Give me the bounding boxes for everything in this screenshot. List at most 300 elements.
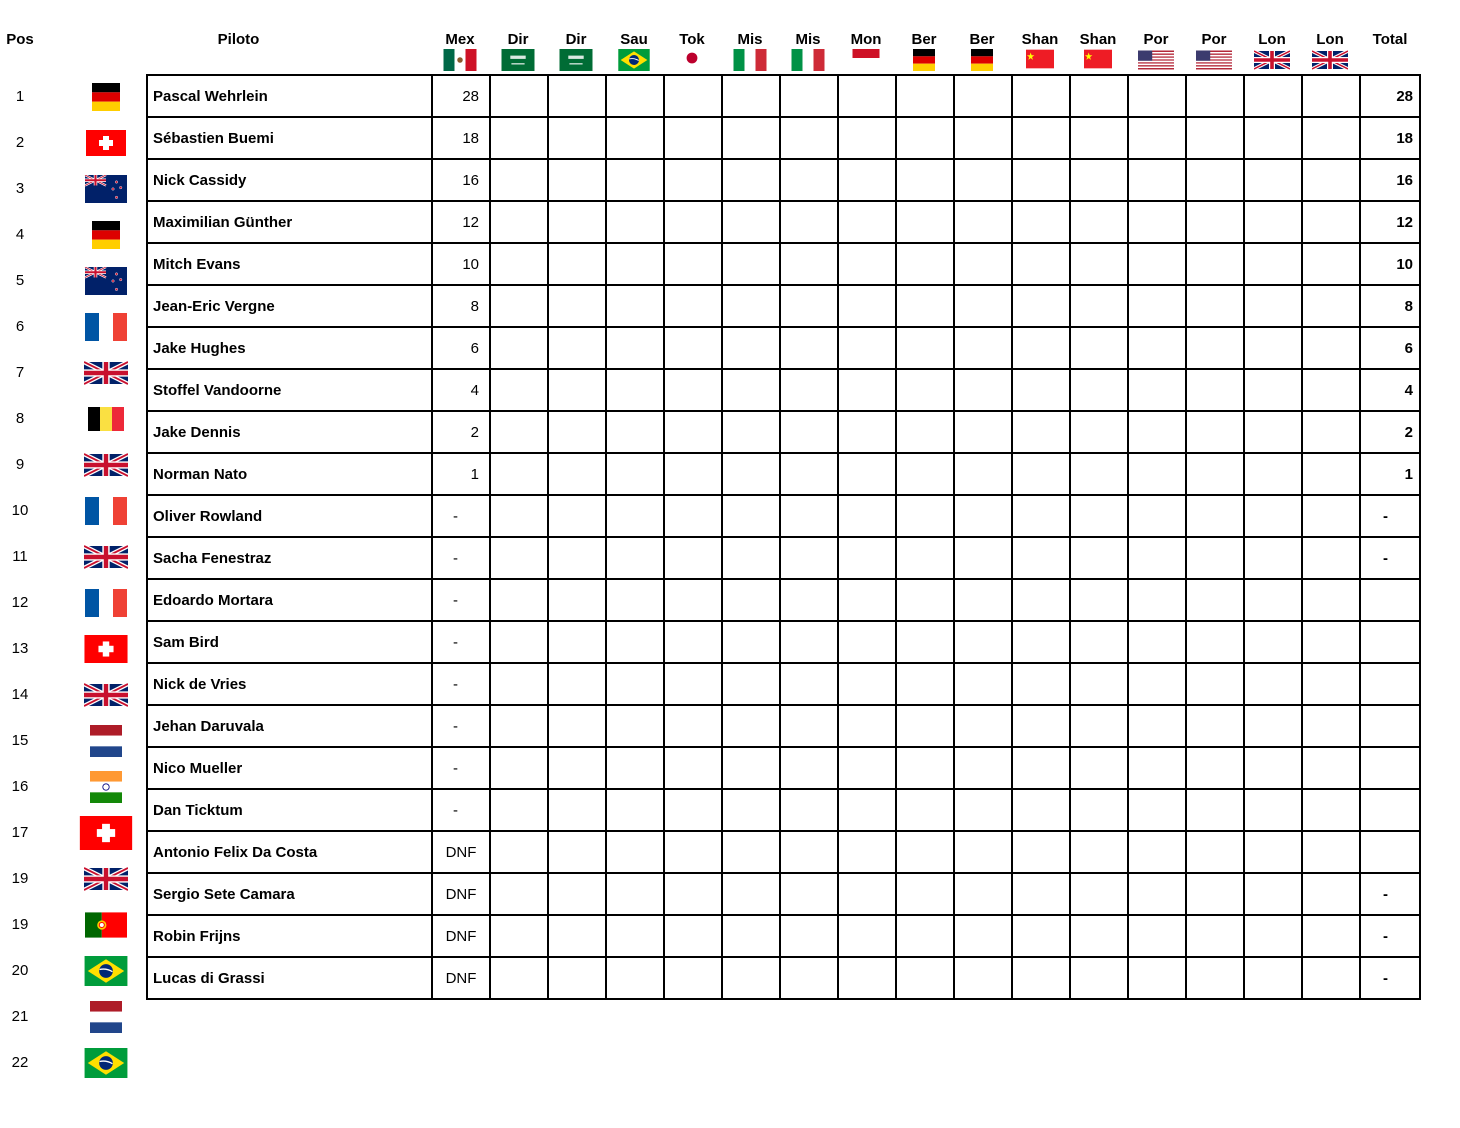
race-points-cell: [722, 663, 780, 705]
race-points-cell: [722, 621, 780, 663]
race-points-cell: [1186, 873, 1244, 915]
total-points: 4: [1360, 369, 1420, 411]
race-points-cell: [1070, 495, 1128, 537]
race-points-cell: [896, 789, 954, 831]
race-points-cell: [954, 411, 1012, 453]
uk-flag-icon: [1312, 49, 1348, 71]
total-points: -: [1360, 873, 1420, 915]
race-points-cell: [954, 243, 1012, 285]
table-row: [147, 621, 1420, 663]
race-points-cell: [664, 75, 722, 117]
race-points-cell: [548, 705, 606, 747]
race-points-cell: [548, 957, 606, 999]
race-points-cell: [1128, 495, 1186, 537]
race-points-cell: [606, 453, 664, 495]
switzerland-flag-icon: [84, 635, 128, 663]
race-points-cell: [1302, 831, 1360, 873]
position-number: 21: [11, 1008, 29, 1025]
race-points-cell: [1070, 579, 1128, 621]
race-points-cell: [896, 579, 954, 621]
race-points-cell: [1128, 117, 1186, 159]
race-points-cell: [838, 117, 896, 159]
race-points-cell: [1012, 747, 1070, 789]
position-number: 3: [15, 180, 25, 197]
race-points-cell: [780, 873, 838, 915]
race-points-cell: [1244, 537, 1302, 579]
race-points-cell: [1012, 579, 1070, 621]
race-points-cell: [1186, 369, 1244, 411]
new-zealand-flag-icon: [84, 175, 128, 203]
saudi-arabia-flag-icon: [500, 49, 536, 71]
mex-points: -: [432, 495, 490, 537]
race-points-cell: [606, 75, 664, 117]
race-points-cell: [1302, 705, 1360, 747]
position-number: 1: [15, 88, 25, 105]
race-points-cell: [548, 117, 606, 159]
mex-points: DNF: [432, 831, 490, 873]
driver-name: Maximilian Günther: [147, 201, 432, 243]
race-points-cell: [954, 537, 1012, 579]
race-points-cell: [1302, 411, 1360, 453]
belgium-flag-icon: [88, 404, 124, 434]
race-points-cell: [954, 915, 1012, 957]
race-points-cell: [606, 243, 664, 285]
table-row: [147, 453, 1420, 495]
race-points-cell: [1186, 327, 1244, 369]
table-row: [147, 915, 1420, 957]
race-points-cell: [1128, 159, 1186, 201]
race-points-cell: [1186, 411, 1244, 453]
race-points-cell: [1244, 957, 1302, 999]
mex-points: 2: [432, 411, 490, 453]
race-points-cell: [490, 369, 548, 411]
position-number: 4: [15, 226, 25, 243]
race-points-cell: [1070, 117, 1128, 159]
race-header-3: Sau: [620, 31, 648, 48]
total-points: [1360, 663, 1420, 705]
race-points-cell: [1186, 957, 1244, 999]
race-points-cell: [548, 537, 606, 579]
race-points-cell: [780, 285, 838, 327]
race-points-cell: [606, 369, 664, 411]
race-header-4: Tok: [679, 31, 705, 48]
race-points-cell: [1186, 747, 1244, 789]
race-points-cell: [1012, 495, 1070, 537]
race-points-cell: [838, 243, 896, 285]
switzerland-flag-icon: [84, 130, 128, 156]
race-points-cell: [896, 327, 954, 369]
race-points-cell: [722, 159, 780, 201]
race-points-cell: [780, 789, 838, 831]
driver-name: Mitch Evans: [147, 243, 432, 285]
race-points-cell: [780, 117, 838, 159]
race-points-cell: [1128, 663, 1186, 705]
total-points: 1: [1360, 453, 1420, 495]
race-points-cell: [780, 579, 838, 621]
race-points-cell: [1070, 369, 1128, 411]
race-points-cell: [606, 495, 664, 537]
race-points-cell: [1302, 579, 1360, 621]
race-header-7: Mon: [850, 31, 882, 48]
race-points-cell: [664, 285, 722, 327]
race-points-cell: [606, 873, 664, 915]
race-points-cell: [780, 747, 838, 789]
race-points-cell: [490, 621, 548, 663]
race-points-cell: [954, 159, 1012, 201]
race-header-12: Por: [1143, 31, 1169, 48]
race-points-cell: [1128, 411, 1186, 453]
race-points-cell: [1070, 411, 1128, 453]
race-points-cell: [780, 327, 838, 369]
usa-flag-icon: [1196, 49, 1232, 71]
mex-points: 12: [432, 201, 490, 243]
race-points-cell: [1012, 75, 1070, 117]
race-points-cell: [490, 831, 548, 873]
race-header-6: Mis: [795, 31, 821, 48]
table-row: [147, 873, 1420, 915]
race-points-cell: [490, 159, 548, 201]
race-points-cell: [954, 621, 1012, 663]
race-points-cell: [1302, 789, 1360, 831]
position-number: 9: [15, 456, 25, 473]
race-points-cell: [838, 789, 896, 831]
driver-name: Sébastien Buemi: [147, 117, 432, 159]
race-points-cell: [548, 915, 606, 957]
position-number: 20: [11, 962, 29, 979]
race-points-cell: [954, 117, 1012, 159]
race-points-cell: [896, 411, 954, 453]
driver-name: Jehan Daruvala: [147, 705, 432, 747]
race-points-cell: [1128, 873, 1186, 915]
mex-points: DNF: [432, 957, 490, 999]
race-points-cell: [780, 621, 838, 663]
table-row: [147, 369, 1420, 411]
standings-table: [146, 74, 1421, 1000]
race-points-cell: [838, 327, 896, 369]
race-points-cell: [1070, 831, 1128, 873]
race-points-cell: [1244, 789, 1302, 831]
italy-flag-icon: [732, 49, 768, 71]
driver-name: Jake Hughes: [147, 327, 432, 369]
header-total: Total: [1372, 31, 1408, 48]
race-points-cell: [664, 537, 722, 579]
race-points-cell: [780, 957, 838, 999]
race-points-cell: [490, 747, 548, 789]
race-points-cell: [1128, 201, 1186, 243]
race-points-cell: [1012, 789, 1070, 831]
race-points-cell: [1070, 75, 1128, 117]
driver-name: Lucas di Grassi: [147, 957, 432, 999]
mex-points: -: [432, 789, 490, 831]
table-row: [147, 285, 1420, 327]
mex-points: -: [432, 579, 490, 621]
germany-flag-icon: [964, 49, 1000, 71]
race-points-cell: [1186, 537, 1244, 579]
total-points: 16: [1360, 159, 1420, 201]
race-points-cell: [1244, 159, 1302, 201]
race-points-cell: [548, 285, 606, 327]
race-points-cell: [664, 747, 722, 789]
race-points-cell: [896, 159, 954, 201]
race-points-cell: [1128, 327, 1186, 369]
monaco-flag-icon: [852, 49, 880, 67]
race-points-cell: [1186, 75, 1244, 117]
table-row: [147, 411, 1420, 453]
race-header-13: Por: [1201, 31, 1227, 48]
position-number: 19: [11, 916, 29, 933]
race-points-cell: [606, 705, 664, 747]
race-points-cell: [664, 621, 722, 663]
race-points-cell: [1070, 747, 1128, 789]
race-points-cell: [606, 411, 664, 453]
race-points-cell: [896, 831, 954, 873]
total-points: [1360, 621, 1420, 663]
race-points-cell: [722, 915, 780, 957]
race-points-cell: [1070, 957, 1128, 999]
race-points-cell: [1128, 579, 1186, 621]
race-points-cell: [1302, 75, 1360, 117]
race-points-cell: [1070, 915, 1128, 957]
race-points-cell: [1070, 201, 1128, 243]
race-points-cell: [548, 663, 606, 705]
race-points-cell: [780, 831, 838, 873]
table-row: [147, 579, 1420, 621]
race-points-cell: [954, 579, 1012, 621]
race-points-cell: [1244, 873, 1302, 915]
race-points-cell: [1186, 705, 1244, 747]
netherlands-flag-icon: [82, 1001, 130, 1033]
race-points-cell: [1302, 747, 1360, 789]
race-points-cell: [1302, 285, 1360, 327]
race-points-cell: [1186, 579, 1244, 621]
position-number: 16: [11, 778, 29, 795]
race-points-cell: [1070, 705, 1128, 747]
race-header-15: Lon: [1316, 31, 1344, 48]
race-points-cell: [548, 789, 606, 831]
race-points-cell: [606, 957, 664, 999]
race-points-cell: [1012, 663, 1070, 705]
race-points-cell: [606, 159, 664, 201]
race-points-cell: [664, 159, 722, 201]
race-points-cell: [664, 369, 722, 411]
race-points-cell: [1012, 243, 1070, 285]
race-points-cell: [954, 495, 1012, 537]
race-points-cell: [780, 159, 838, 201]
race-points-cell: [490, 327, 548, 369]
race-points-cell: [1186, 243, 1244, 285]
race-points-cell: [896, 75, 954, 117]
race-points-cell: [1128, 285, 1186, 327]
race-points-cell: [1012, 117, 1070, 159]
race-points-cell: [1302, 621, 1360, 663]
race-points-cell: [896, 873, 954, 915]
race-points-cell: [780, 453, 838, 495]
race-points-cell: [954, 957, 1012, 999]
total-points: [1360, 705, 1420, 747]
race-points-cell: [1012, 369, 1070, 411]
driver-name: Oliver Rowland: [147, 495, 432, 537]
race-points-cell: [1186, 621, 1244, 663]
race-points-cell: [722, 537, 780, 579]
mex-points: -: [432, 621, 490, 663]
race-points-cell: [1302, 495, 1360, 537]
race-points-cell: [954, 831, 1012, 873]
total-points: 10: [1360, 243, 1420, 285]
table-row: [147, 705, 1420, 747]
table-row: [147, 159, 1420, 201]
race-points-cell: [548, 411, 606, 453]
race-points-cell: [548, 873, 606, 915]
race-points-cell: [1012, 159, 1070, 201]
saudi-arabia-flag-icon: [558, 49, 594, 71]
race-points-cell: [1302, 327, 1360, 369]
race-points-cell: [1012, 327, 1070, 369]
race-points-cell: [1244, 327, 1302, 369]
race-points-cell: [1186, 663, 1244, 705]
italy-flag-icon: [790, 49, 826, 71]
race-points-cell: [780, 75, 838, 117]
race-points-cell: [1186, 495, 1244, 537]
race-points-cell: [490, 117, 548, 159]
brazil-flag-icon: [84, 956, 128, 986]
driver-name: Pascal Wehrlein: [147, 75, 432, 117]
france-flag-icon: [85, 313, 127, 341]
race-points-cell: [490, 201, 548, 243]
race-points-cell: [548, 201, 606, 243]
uk-flag-icon: [1254, 49, 1290, 71]
total-points: [1360, 579, 1420, 621]
total-points: [1360, 789, 1420, 831]
race-points-cell: [1128, 789, 1186, 831]
race-points-cell: [664, 831, 722, 873]
race-points-cell: [490, 411, 548, 453]
race-points-cell: [780, 243, 838, 285]
header-pos: Pos: [6, 31, 34, 48]
total-points: 18: [1360, 117, 1420, 159]
total-points: -: [1360, 495, 1420, 537]
race-points-cell: [722, 705, 780, 747]
race-points-cell: [490, 663, 548, 705]
race-points-cell: [1070, 159, 1128, 201]
position-number: 10: [11, 502, 29, 519]
race-points-cell: [1128, 369, 1186, 411]
race-header-9: Ber: [969, 31, 995, 48]
race-points-cell: [1244, 579, 1302, 621]
germany-flag-icon: [84, 83, 128, 111]
race-points-cell: [606, 117, 664, 159]
race-points-cell: [1070, 453, 1128, 495]
race-points-cell: [490, 957, 548, 999]
race-points-cell: [490, 453, 548, 495]
race-points-cell: [722, 369, 780, 411]
race-points-cell: [954, 453, 1012, 495]
race-points-cell: [1128, 747, 1186, 789]
mex-points: 16: [432, 159, 490, 201]
race-points-cell: [1244, 705, 1302, 747]
total-points: 28: [1360, 75, 1420, 117]
race-points-cell: [954, 369, 1012, 411]
total-points: [1360, 747, 1420, 789]
race-points-cell: [1186, 117, 1244, 159]
total-points: 8: [1360, 285, 1420, 327]
race-points-cell: [954, 747, 1012, 789]
position-number: 14: [11, 686, 29, 703]
race-points-cell: [838, 831, 896, 873]
race-points-cell: [954, 201, 1012, 243]
race-points-cell: [548, 243, 606, 285]
race-points-cell: [954, 789, 1012, 831]
race-points-cell: [838, 537, 896, 579]
race-points-cell: [722, 285, 780, 327]
race-points-cell: [722, 747, 780, 789]
usa-flag-icon: [1138, 49, 1174, 71]
race-points-cell: [1244, 411, 1302, 453]
race-points-cell: [896, 537, 954, 579]
race-points-cell: [838, 411, 896, 453]
race-points-cell: [664, 789, 722, 831]
race-points-cell: [1244, 75, 1302, 117]
race-points-cell: [548, 747, 606, 789]
race-points-cell: [1012, 201, 1070, 243]
race-points-cell: [664, 117, 722, 159]
uk-flag-icon: [84, 451, 128, 479]
race-points-cell: [838, 453, 896, 495]
race-points-cell: [1070, 873, 1128, 915]
race-points-cell: [896, 369, 954, 411]
race-points-cell: [838, 957, 896, 999]
race-points-cell: [490, 705, 548, 747]
race-points-cell: [1128, 915, 1186, 957]
driver-name: Nick de Vries: [147, 663, 432, 705]
race-points-cell: [664, 873, 722, 915]
mex-points: 8: [432, 285, 490, 327]
race-points-cell: [606, 579, 664, 621]
race-points-cell: [722, 579, 780, 621]
race-points-cell: [1128, 453, 1186, 495]
race-points-cell: [896, 453, 954, 495]
race-header-11: Shan: [1079, 31, 1117, 48]
race-points-cell: [664, 453, 722, 495]
position-number: 17: [11, 824, 29, 841]
race-points-cell: [896, 915, 954, 957]
total-points: -: [1360, 537, 1420, 579]
race-points-cell: [838, 75, 896, 117]
race-points-cell: [896, 243, 954, 285]
race-points-cell: [1012, 915, 1070, 957]
uk-flag-icon: [84, 359, 128, 387]
china-flag-icon: [1026, 49, 1054, 69]
table-row: [147, 663, 1420, 705]
race-header-8: Ber: [911, 31, 937, 48]
race-points-cell: [606, 663, 664, 705]
race-points-cell: [490, 495, 548, 537]
race-points-cell: [1244, 915, 1302, 957]
race-points-cell: [1070, 663, 1128, 705]
race-points-cell: [1186, 915, 1244, 957]
race-points-cell: [1012, 705, 1070, 747]
driver-name: Robin Frijns: [147, 915, 432, 957]
race-points-cell: [1302, 663, 1360, 705]
race-points-cell: [606, 327, 664, 369]
race-points-cell: [1012, 957, 1070, 999]
race-points-cell: [664, 495, 722, 537]
race-points-cell: [954, 285, 1012, 327]
race-points-cell: [1244, 663, 1302, 705]
race-points-cell: [780, 201, 838, 243]
race-points-cell: [548, 495, 606, 537]
race-points-cell: [954, 327, 1012, 369]
race-points-cell: [1244, 369, 1302, 411]
